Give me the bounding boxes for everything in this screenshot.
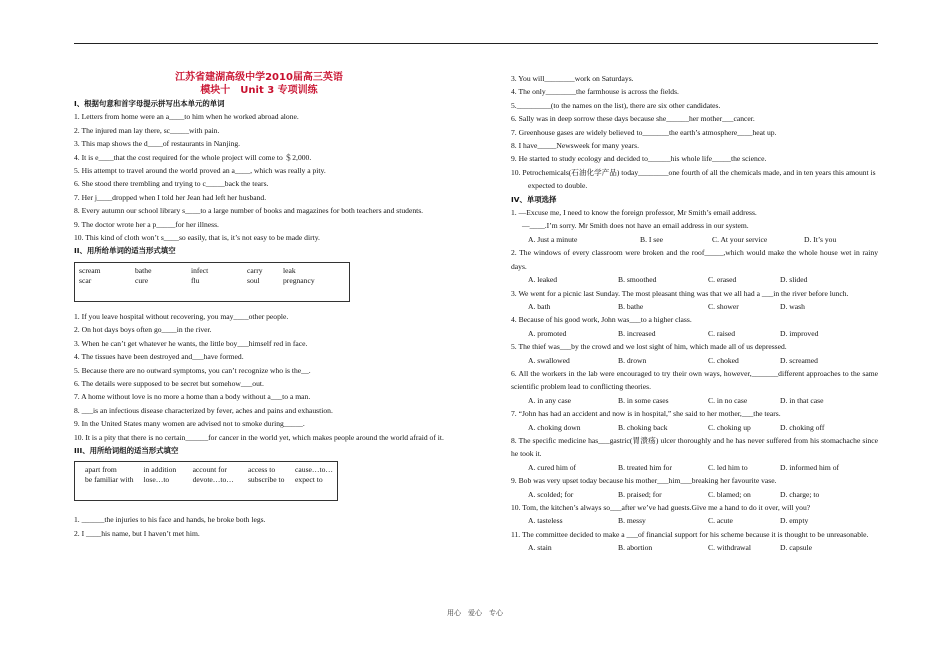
option-b: B. drown bbox=[618, 355, 647, 365]
question-line: 9. He started to study ecology and decided to______his whole life_____the science. bbox=[511, 154, 767, 164]
word-cell: leak bbox=[283, 265, 296, 275]
word-box bbox=[74, 262, 350, 302]
question-line: 1. —Excuse me, I need to know the foreign professor, Mr Smith’s email address. bbox=[511, 208, 757, 218]
question-line: 8. ___is an infectious disease characterized by fever, aches and pains and exhaustion. bbox=[74, 405, 333, 415]
question-line: 9. In the United States many women are advised not to smoke during_____. bbox=[74, 419, 305, 429]
question-line: 1. Letters from home were an a____to him when he worked abroad alone. bbox=[74, 112, 299, 122]
question-line: 10. This kind of cloth won’t s____so easily, that is, it’s not easy to be made dirty. bbox=[74, 233, 320, 243]
question-line: 5. The thief was___by the crowd and we lost sight of him, which made all of us depressed. bbox=[511, 342, 787, 352]
phrase-cell: apart from bbox=[85, 465, 117, 475]
section-4-heading: IV、单项选择 bbox=[511, 194, 557, 204]
question-line: 2. On hot days boys often go____in the river. bbox=[74, 325, 212, 335]
question-line: 5._________(to the names on the list), there are six other candidates. bbox=[511, 100, 721, 110]
question-line: 2. The windows of every classroom were broken and the roof_____,which would make the whole house wet in rainy days. bbox=[511, 248, 878, 271]
option-c: C. in no case bbox=[708, 395, 748, 405]
option-c: C. blamed; on bbox=[708, 489, 751, 499]
phrase-cell: in addition bbox=[143, 465, 177, 475]
left-column bbox=[74, 72, 444, 540]
mc-question bbox=[511, 434, 878, 474]
mc-question bbox=[511, 287, 878, 314]
options-row bbox=[511, 514, 878, 527]
option-d: D. screamed bbox=[780, 355, 818, 365]
options-row bbox=[511, 488, 878, 501]
option-d: D. slided bbox=[780, 275, 808, 285]
options-row bbox=[511, 300, 878, 313]
phrase-cell: cause…to… bbox=[295, 465, 333, 475]
section-1-heading: I、根据句意和首字母提示拼写出本单元的单词 bbox=[74, 99, 225, 108]
page-footer: 用心 爱心 专心 bbox=[447, 609, 503, 617]
page-subtitle: 模块十 Unit 3 专项训练 bbox=[200, 84, 318, 96]
word-cell: cure bbox=[135, 275, 149, 285]
option-d: D. improved bbox=[780, 328, 819, 338]
option-a: A. bath bbox=[528, 301, 551, 311]
option-a: A. in any case bbox=[528, 395, 572, 405]
question-line: 8. I have_____Newsweek for many years. bbox=[511, 141, 639, 151]
word-cell: soul bbox=[247, 275, 260, 285]
option-a: A. scolded; for bbox=[528, 489, 574, 499]
question-line: 8. The specific medicine has___gastric(胃溃疡) ulcer thoroughly and he has never suffered from his stomachache since he took it. bbox=[511, 435, 878, 459]
option-b: B. increased bbox=[618, 328, 656, 338]
option-c: C. choking up bbox=[708, 422, 751, 432]
option-d: D. wash bbox=[780, 301, 805, 311]
option-b: B. treated him for bbox=[618, 462, 672, 472]
question-line: 4. Because of his good work, John was___to a higher class. bbox=[511, 315, 692, 325]
question-line: 4. The tissues have been destroyed and___have formed. bbox=[74, 352, 244, 362]
options-row bbox=[511, 354, 878, 367]
option-c: C. acute bbox=[708, 516, 733, 526]
question-line: 7. “John has had an accident and now is in hospital,” she said to her mother,___the tears. bbox=[511, 409, 781, 419]
phrase-cell: devote…to… bbox=[192, 475, 234, 485]
option-a: A. Just a minute bbox=[528, 234, 578, 244]
question-line: 11. The committee decided to make a ___of financial support for his scheme because it is thought to be unreasonable. bbox=[511, 529, 869, 539]
option-b: B. choking back bbox=[618, 422, 668, 432]
question-line: 7. Her j____dropped when I told her Jean had left her husband. bbox=[74, 192, 267, 202]
word-cell: infect bbox=[191, 265, 209, 275]
options-row bbox=[511, 273, 878, 286]
option-b: B. praised; for bbox=[618, 489, 662, 499]
phrase-cell: expect to bbox=[295, 475, 323, 485]
option-b: B. messy bbox=[618, 516, 646, 526]
phrase-cell: access to bbox=[247, 465, 276, 475]
header-rule bbox=[74, 43, 878, 44]
options-row bbox=[511, 233, 878, 246]
question-line: 1. If you leave hospital without recovering, you may____other people. bbox=[74, 311, 289, 321]
question-line: 9. Bob was very upset today because his mother___him___breaking her favourite vase. bbox=[511, 476, 777, 486]
question-line: 7. A home without love is no more a home than a body without a___to a man. bbox=[74, 392, 311, 402]
option-d: D. in that case bbox=[780, 395, 824, 405]
question-line: 3. This map shows the d____of restaurants in Nanjing. bbox=[74, 139, 241, 149]
mc-question bbox=[511, 474, 878, 501]
mc-question bbox=[511, 206, 878, 246]
question-line: 3. When he can’t get whatever he wants, the little boy___himself red in face. bbox=[74, 338, 308, 348]
question-line: 1. ______the injuries to his face and hands, he broke both legs. bbox=[74, 515, 266, 525]
option-b: B. I see bbox=[640, 234, 663, 244]
option-d: D. capsule bbox=[780, 543, 813, 553]
question-line: 2. The injured man lay there, sc_____with pain. bbox=[74, 125, 220, 135]
section-2-heading: II、用所给单词的适当形式填空 bbox=[74, 246, 176, 256]
question-line: 6. The details were supposed to be secret but somehow___out. bbox=[74, 378, 264, 388]
word-cell: scar bbox=[79, 275, 92, 285]
options-row bbox=[511, 541, 878, 554]
option-d: D. empty bbox=[780, 516, 809, 526]
question-line: —____.I’m sorry. Mr Smith does not have an email address in our system. bbox=[522, 221, 749, 231]
option-d: D. informed him of bbox=[780, 462, 840, 472]
question-line: 5. Because there are no outward symptoms, you can’t recognize who is the__. bbox=[74, 365, 311, 375]
word-cell: bathe bbox=[135, 265, 152, 275]
option-a: A. promoted bbox=[528, 328, 567, 338]
options-row bbox=[511, 394, 878, 407]
option-a: A. swallowed bbox=[528, 355, 570, 365]
question-line: 7. Greenhouse gases are widely believed to_______the earth’s atmosphere____heat up. bbox=[511, 127, 777, 137]
question-line: 3. You will________work on Saturdays. bbox=[511, 74, 634, 83]
mc-question bbox=[511, 528, 878, 555]
question-line: 6. All the workers in the lab were encouraged to try their own ways, however,_______different approaches to the same scientific problem lead to conflicting theories. bbox=[511, 368, 878, 392]
options-row bbox=[511, 421, 878, 434]
question-line: 10. Petrochemicals(石油化学产品) today________one fourth of all the chemicals made, and in ten years this amount is expected to double. bbox=[511, 167, 876, 191]
option-a: A. tasteless bbox=[528, 516, 563, 526]
phrase-cell: account for bbox=[192, 465, 227, 475]
question-line: 10. It is a pity that there is no certain______for cancer in the world yet, which makes people around the world afraid of it. bbox=[74, 432, 444, 442]
word-cell: pregnancy bbox=[283, 275, 315, 285]
option-b: B. smoothed bbox=[618, 275, 657, 285]
option-a: A. leaked bbox=[528, 275, 558, 285]
question-line: 4. The only________the farmhouse is across the fields. bbox=[511, 87, 679, 97]
question-line: 10. Tom, the kitchen’s always so___after we’ve had guests.Give me a hand to do it over, will you? bbox=[511, 503, 811, 512]
option-c: C. withdrawal bbox=[708, 543, 752, 553]
question-line: 9. The doctor wrote her a p_____for her illness. bbox=[74, 219, 219, 229]
option-a: A. choking down bbox=[528, 422, 581, 432]
option-d: D. charge; to bbox=[780, 489, 820, 499]
option-c: C. led him to bbox=[708, 462, 748, 472]
option-c: C. shower bbox=[708, 301, 739, 311]
option-c: C. choked bbox=[708, 355, 739, 365]
option-c: C. raised bbox=[708, 328, 735, 338]
question-line: 4. It is e____that the cost required for the whole project will come to ＄2,000. bbox=[74, 152, 312, 162]
option-d: D. It’s you bbox=[804, 234, 837, 244]
word-cell: scream bbox=[79, 265, 101, 275]
mc-question bbox=[511, 340, 878, 367]
word-cell: carry bbox=[247, 265, 263, 275]
question-line: 5. His attempt to travel around the world proved an a____, which was really a pity. bbox=[74, 166, 326, 176]
option-c: C. erased bbox=[708, 275, 737, 285]
question-line: 8. Every autumn our school library s____to a large number of books and magazines for both teachers and students. bbox=[74, 206, 424, 216]
word-cell: flu bbox=[191, 275, 200, 285]
option-c: C. At your service bbox=[712, 234, 768, 244]
mc-question bbox=[511, 246, 878, 286]
page-title: 江苏省建湖高级中学2010届高三英语 bbox=[175, 72, 343, 83]
option-a: A. cured him of bbox=[528, 462, 577, 472]
option-b: B. abortion bbox=[618, 543, 653, 553]
option-b: B. in some cases bbox=[618, 395, 669, 405]
option-b: B. bathe bbox=[618, 301, 644, 311]
mc-question bbox=[511, 367, 878, 407]
phrase-cell: lose…to bbox=[143, 475, 170, 485]
question-line: 3. We went for a picnic last Sunday. The most pleasant thing was that we all had a ___in the river before lunch. bbox=[511, 288, 849, 298]
mc-question bbox=[511, 313, 878, 340]
section-3-heading: III、用所给词组的适当形式填空 bbox=[74, 445, 179, 455]
option-a: A. stain bbox=[528, 543, 552, 553]
phrase-cell: subscribe to bbox=[247, 475, 285, 485]
mc-question bbox=[511, 501, 878, 528]
options-row bbox=[511, 327, 878, 340]
question-line: 6. Sally was in deep sorrow these days because she______her mother___cancer. bbox=[511, 114, 755, 124]
options-row bbox=[511, 461, 878, 474]
option-d: D. choking off bbox=[780, 422, 825, 432]
mc-question bbox=[511, 407, 878, 434]
phrase-cell: be familiar with bbox=[85, 475, 134, 485]
phrase-box bbox=[74, 461, 338, 501]
right-column bbox=[511, 72, 878, 555]
question-line: 6. She stood there trembling and trying to c_____back the tears. bbox=[74, 179, 269, 189]
question-line: 2. I ____his name, but I haven’t met him. bbox=[74, 528, 200, 538]
